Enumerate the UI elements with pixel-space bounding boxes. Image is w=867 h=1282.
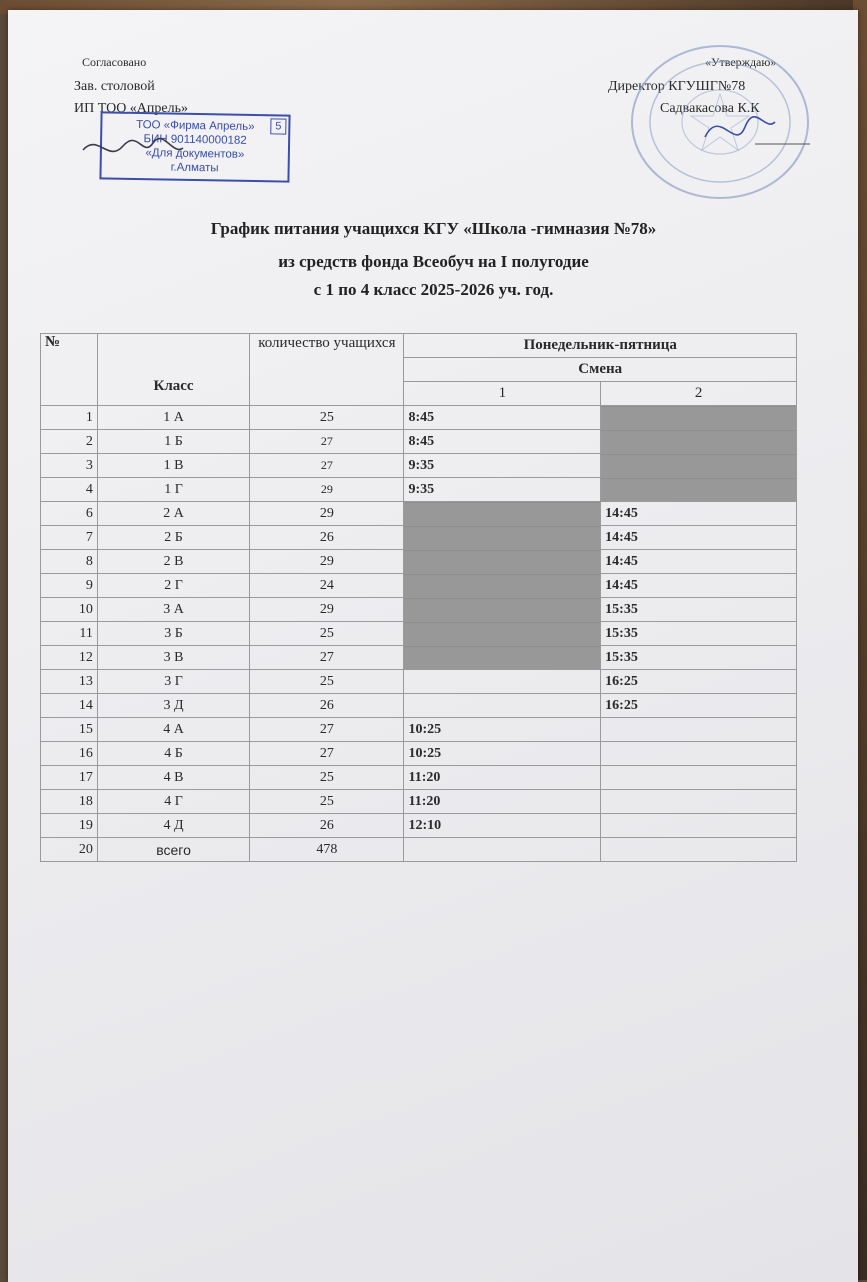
row-count: 27 <box>250 742 404 766</box>
table-row <box>41 718 797 742</box>
row-shift-2-time: 14:45 <box>601 502 797 526</box>
row-number: 7 <box>41 526 98 550</box>
row-class: 1 Г <box>97 478 249 502</box>
row-class: 3 В <box>97 646 249 670</box>
row-shift-1-time <box>404 670 601 694</box>
stamp-number: 5 <box>270 118 286 134</box>
header-num: № <box>41 334 98 406</box>
row-count: 29 <box>250 550 404 574</box>
row-number: 2 <box>41 430 98 454</box>
table-row <box>41 814 797 838</box>
row-count: 26 <box>250 526 404 550</box>
header-shift-2: 2 <box>601 382 797 406</box>
canteen-head-label: Зав. столовой <box>74 79 155 94</box>
row-class: 4 Б <box>97 742 249 766</box>
row-count: 26 <box>250 814 404 838</box>
table-row <box>41 670 797 694</box>
row-class: 3 А <box>97 598 249 622</box>
row-number: 17 <box>41 766 98 790</box>
header-shift-1: 1 <box>404 382 601 406</box>
row-shift-1-time: 9:35 <box>404 478 601 502</box>
row-shift-1-time <box>404 502 601 526</box>
row-class: 4 А <box>97 718 249 742</box>
row-shift-1-time: 9:35 <box>404 454 601 478</box>
stamp-line: г.Алматы <box>170 161 219 175</box>
table-row <box>41 454 797 478</box>
document-title: График питания учащихся КГУ «Школа -гимназия №78» <box>210 219 657 238</box>
row-number: 13 <box>41 670 98 694</box>
header-shift: Смена <box>404 358 797 382</box>
row-number: 20 <box>41 838 98 862</box>
document-subtitle: из средств фонда Всеобуч на I полугодие <box>278 252 589 271</box>
schedule-table <box>40 333 797 862</box>
table-row <box>41 598 797 622</box>
org-label: ИП ТОО «Апрель» <box>74 101 188 116</box>
header-count: количество учащихся <box>250 334 404 406</box>
row-class: 1 Б <box>97 430 249 454</box>
row-count: 29 <box>250 598 404 622</box>
row-shift-2-time: 16:25 <box>601 670 797 694</box>
row-shift-1-time <box>404 526 601 550</box>
row-number: 12 <box>41 646 98 670</box>
row-number: 11 <box>41 622 98 646</box>
table-row <box>41 742 797 766</box>
stamp-line: «Для документов» <box>145 147 245 161</box>
row-count: 24 <box>250 574 404 598</box>
row-class: 4 Г <box>97 790 249 814</box>
row-shift-1-time <box>404 574 601 598</box>
row-shift-2-time: 14:45 <box>601 574 797 598</box>
row-class: 1 В <box>97 454 249 478</box>
row-shift-2-time <box>601 790 797 814</box>
approved-label: «Утверждаю» <box>705 55 777 69</box>
row-class: 3 Д <box>97 694 249 718</box>
row-count: 27 <box>250 646 404 670</box>
row-shift-2-time <box>601 742 797 766</box>
row-number: 15 <box>41 718 98 742</box>
row-count: 29 <box>250 502 404 526</box>
row-shift-1-time: 10:25 <box>404 718 601 742</box>
row-shift-2-time <box>601 838 797 862</box>
row-class: 3 Б <box>97 622 249 646</box>
row-class: 2 А <box>97 502 249 526</box>
row-shift-2-time <box>601 454 797 478</box>
table-row <box>41 574 797 598</box>
row-count: 27 <box>250 718 404 742</box>
row-shift-2-time <box>601 430 797 454</box>
row-class: 2 Г <box>97 574 249 598</box>
row-class: 3 Г <box>97 670 249 694</box>
row-shift-2-time: 14:45 <box>601 550 797 574</box>
table-row <box>41 622 797 646</box>
row-number: 10 <box>41 598 98 622</box>
row-shift-2-time: 16:25 <box>601 694 797 718</box>
row-count: 25 <box>250 670 404 694</box>
row-shift-1-time <box>404 646 601 670</box>
table-row <box>41 550 797 574</box>
table-row <box>41 766 797 790</box>
row-count: 26 <box>250 694 404 718</box>
row-shift-2-time: 15:35 <box>601 598 797 622</box>
row-number: 4 <box>41 478 98 502</box>
row-number: 3 <box>41 454 98 478</box>
row-shift-1-time <box>404 598 601 622</box>
header-class: Класс <box>97 334 249 406</box>
row-count: 27 <box>250 454 404 478</box>
row-count: 25 <box>250 790 404 814</box>
director-label: Директор КГУШГ№78 <box>608 79 746 94</box>
table-row <box>41 430 797 454</box>
signature-icon <box>78 128 188 168</box>
row-number: 9 <box>41 574 98 598</box>
row-number: 19 <box>41 814 98 838</box>
row-shift-2-time: 15:35 <box>601 646 797 670</box>
row-class: всего <box>97 838 249 862</box>
document-period: с 1 по 4 класс 2025-2026 уч. год. <box>313 280 554 299</box>
row-shift-1-time <box>404 622 601 646</box>
row-shift-2-time <box>601 406 797 430</box>
row-shift-1-time: 8:45 <box>404 430 601 454</box>
row-shift-2-time: 15:35 <box>601 622 797 646</box>
row-shift-1-time: 10:25 <box>404 742 601 766</box>
row-number: 16 <box>41 742 98 766</box>
row-shift-1-time <box>404 838 601 862</box>
header-days: Понедельник-пятница <box>404 334 797 358</box>
row-shift-2-time: 14:45 <box>601 526 797 550</box>
row-class: 1 А <box>97 406 249 430</box>
row-count: 478 <box>250 838 404 862</box>
table-row <box>41 406 797 430</box>
row-number: 1 <box>41 406 98 430</box>
row-shift-1-time: 12:10 <box>404 814 601 838</box>
row-shift-2-time <box>601 478 797 502</box>
row-number: 6 <box>41 502 98 526</box>
row-number: 18 <box>41 790 98 814</box>
table-row <box>41 838 797 862</box>
table-row <box>41 694 797 718</box>
round-seal-icon <box>625 42 815 202</box>
row-class: 4 В <box>97 766 249 790</box>
row-class: 4 Д <box>97 814 249 838</box>
row-count: 25 <box>250 622 404 646</box>
row-class: 2 В <box>97 550 249 574</box>
row-count: 25 <box>250 406 404 430</box>
table-row <box>41 526 797 550</box>
row-count: 29 <box>250 478 404 502</box>
stamp-line: БИН 901140000182 <box>143 133 247 147</box>
row-number: 14 <box>41 694 98 718</box>
table-row <box>41 646 797 670</box>
table-row <box>41 790 797 814</box>
row-shift-2-time <box>601 766 797 790</box>
agreed-label: Согласовано <box>82 55 147 69</box>
row-shift-2-time <box>601 718 797 742</box>
row-shift-1-time <box>404 694 601 718</box>
table-row <box>41 478 797 502</box>
row-shift-1-time <box>404 550 601 574</box>
row-shift-1-time: 11:20 <box>404 790 601 814</box>
row-count: 27 <box>250 430 404 454</box>
row-number: 8 <box>41 550 98 574</box>
director-name: Садвакасова К.К <box>660 101 760 116</box>
row-shift-1-time: 11:20 <box>404 766 601 790</box>
row-class: 2 Б <box>97 526 249 550</box>
stamp-line: ТОО «Фирма Апрель» <box>136 118 255 134</box>
row-count: 25 <box>250 766 404 790</box>
table-row <box>41 502 797 526</box>
row-shift-1-time: 8:45 <box>404 406 601 430</box>
row-shift-2-time <box>601 814 797 838</box>
